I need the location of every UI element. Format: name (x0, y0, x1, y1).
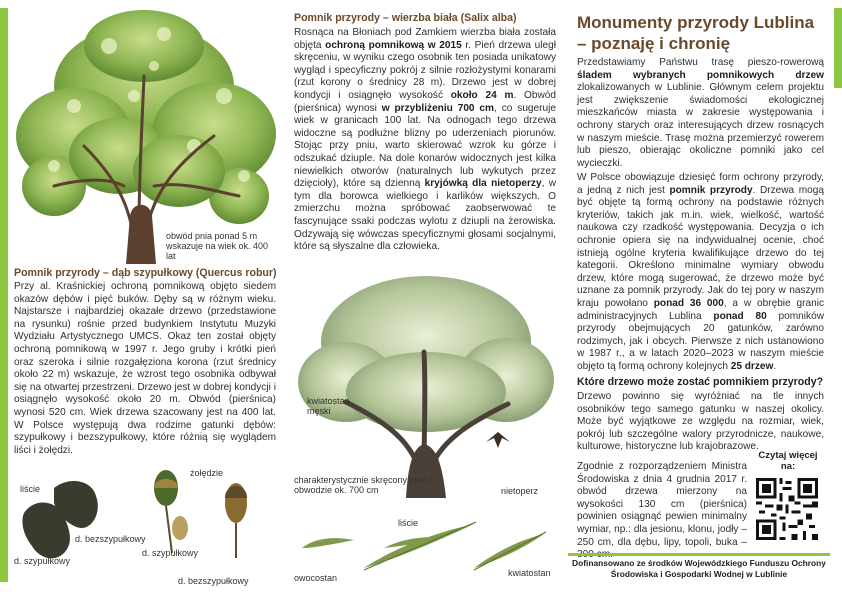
left-green-tab (0, 8, 8, 582)
willow-male-catkin-label: kwiatostan męski (307, 396, 350, 416)
willow-seedhead-label: owocostan (294, 573, 338, 583)
willow-bat-label: nietoperz (501, 486, 539, 496)
oak-sessile-acorn-label: d. bezszypułkowy (178, 576, 249, 586)
funding-divider (568, 553, 830, 556)
qr-code[interactable] (756, 478, 818, 540)
intro-paragraph-2: W Polsce obowiązuje dziesięć form ochrony przyrody, a jedną z nich jest pomnik przyrody. Drzewa mogą być objęte tą formą ochrony na podstawie różnych kryteriów, takich jak m.in. wiek, wielkość, wartość naukowa czy rzadkość występowania. Decyzja o ich ochronie opiera się na indywidualnej ocenie, choć istnieją ogólne kryteria kwalifikujące drzewo do tej kategorii. Określono minimalne wymiary obwodu drzew, które mogą sugerować, że drzewo może być uznane za pomnik przyrody. Jak do tej pory w naszym kraju powołano ponad 36 000, a w obrębie granic administracyjnych Lublina ponad 80 pomników przyrody obejmujących 20 gatunków, zarówno rodzimych, jak i obcych. Pierwsze z nich ustanowiono w 1987 r., a w latach 2020–2023 w naszym mieście objęto tą formą ochrony kolejnych 25 drzew. (577, 172, 824, 372)
oak-pedunculate-leaf-label: d. szypułkowy (14, 556, 71, 566)
question-heading: Które drzewo może zostać pomnikiem przyrody? (577, 376, 824, 388)
willow-tree-illustration (296, 262, 558, 498)
right-green-tab (834, 8, 842, 88)
question-paragraph-2: Zgodnie z rozporządzeniem Ministra Środowiska z dnia 4 grudnia 2017 r. obwód drzewa mierzony na wysokości 130 cm (pierśnica) powinien osiągnąć pewien minimalny wymiar, np.: dla jesionu, klonu, jodły – 250 cm, dla dębu, lipy, topoli, buka – (577, 461, 747, 548)
willow-text: Rosnąca na Błoniach pod Zamkiem wierzba biała została objęta ochroną pomnikową w 2015 r. Pień drzewa uległ skręceniu, w wyniku czego osobnik ten posiada unikatowy wygląd i specyficzny pokrój z silnie rozłożystymi konarami (rzut korony o średnicy 28 m). Drzewo jest w dobrej kondycji i osiągnęło wysokość około 24 m. Obwód (pierśnica) wynosi w przybliżeniu 700 cm, co sugeruje wiek w granicach 100 lat. Na odnogach tego drzewa widoczne są podłużne blizny po uderzeniach piorunów. Stojąc przy pniu, warto skierować wzrok ku górze i odszukać dziuple. Na dole konarów widocznych jest kilka niewielkich otworów (naturalnych lub wykutych przez dzięcioły), które są dzienną kryjówką dla nietoperzy, w tym dla borowca wielkiego i karlików większych. O zmierzchu można spróbować zaobserwować te fascynujące ssaki podczas wylotu z dziupli na żerowiska. Odzywają się wówczas specyficznymi głosami socjalnymi, które są słyszalne dla człowieka. (294, 27, 556, 253)
oak-tree-illustration (14, 6, 276, 264)
funding-note: Dofinansowano ze środków Wojewódzkiego Funduszu Ochrony Środowiska i Gospodarki Wodnej w Lublinie (572, 558, 826, 579)
willow-leaves-label: liście (398, 518, 419, 528)
oak-leaves-acorns-illustration (14, 458, 276, 588)
oak-heading: Pomnik przyrody – dąb szypułkowy (Quercus robur) (14, 267, 277, 279)
oak-pedunculate-acorn-label: d. szypułkowy (142, 548, 199, 558)
oak-text: Przy al. Kraśnickiej ochroną pomnikową objęto siedem okazów dębów i pięć buków. Dęby są w różnym wieku. Najstarsze i najbardziej okazałe drzewo (przedstawione na rysunku) rośnie przed budynkiem Instytutu Muzyki Wydziału Artystycznego UMCS. Okaz ten został objęty ochroną pomnikową w 1997 r. Jego gruby i krótki pień oraz szeroka i silnie rozgałęziona korona (rzut średnicy około 22 m) wskazuje, że wzrost tego osobnika odbywał się na otwartej przestrzeni. Drzewo jest w dobrej kondycji i osiągnęło wysokość około 20 m. Obwód (pierśnica) wynosi 520 cm. Wiek drzewa szacowany jest na 400 lat. W Polsce występują dwa rodzime gatunki dębów: szypułkowy i bezszypułkowy, które różnią się wyglądem liści i żołędzi. (14, 281, 276, 456)
willow-trunk-caption: charakterystycznie skręcony pień o obwodzie ok. 700 cm (294, 475, 435, 495)
page-title: Monumenty przyrody Lublina – poznaję i chronię (577, 13, 815, 53)
oak-trunk-caption: obwód pnia ponad 5 m wskazuje na wiek ok. 400 lat (166, 231, 269, 261)
question-paragraph-1: Drzewo powinno się wyróżniać na tle innych osobników tego samego gatunku w naszej okolicy. Może być wyjątkowe ze względu na rozmiar, wiek, pokrój lub szczególne walory przyrodnicze, naukowe, kulturowe, historyczne lub krajobrazowe. (577, 391, 824, 453)
oak-acorns-label: żołędzie (190, 468, 224, 478)
qr-caption: Czytaj więcej na: (758, 450, 818, 472)
willow-inflorescence-label: kwiatostan (508, 568, 551, 578)
intro-paragraph-1: Przedstawiamy Państwu trasę pieszo-rowerową śladem wybranych pomnikowych drzew zlokalizowanych w Lublinie. Głównym celem projektu jest zwiększenie świadomości ekologicznej mieszkańców miasta w zakresie występowania i ochrony starych oraz interesujących drzew rosnących w naszym mieście. Trasę można przemierzyć rowerem lub pieszo, obierając okoliczne pomniki jako cel wycieczki. (577, 57, 824, 169)
willow-heading: Pomnik przyrody – wierzba biała (Salix alba) (294, 12, 517, 24)
oak-leaves-label: liście (20, 484, 41, 494)
oak-sessile-leaf-label: d. bezszypułkowy (75, 534, 146, 544)
